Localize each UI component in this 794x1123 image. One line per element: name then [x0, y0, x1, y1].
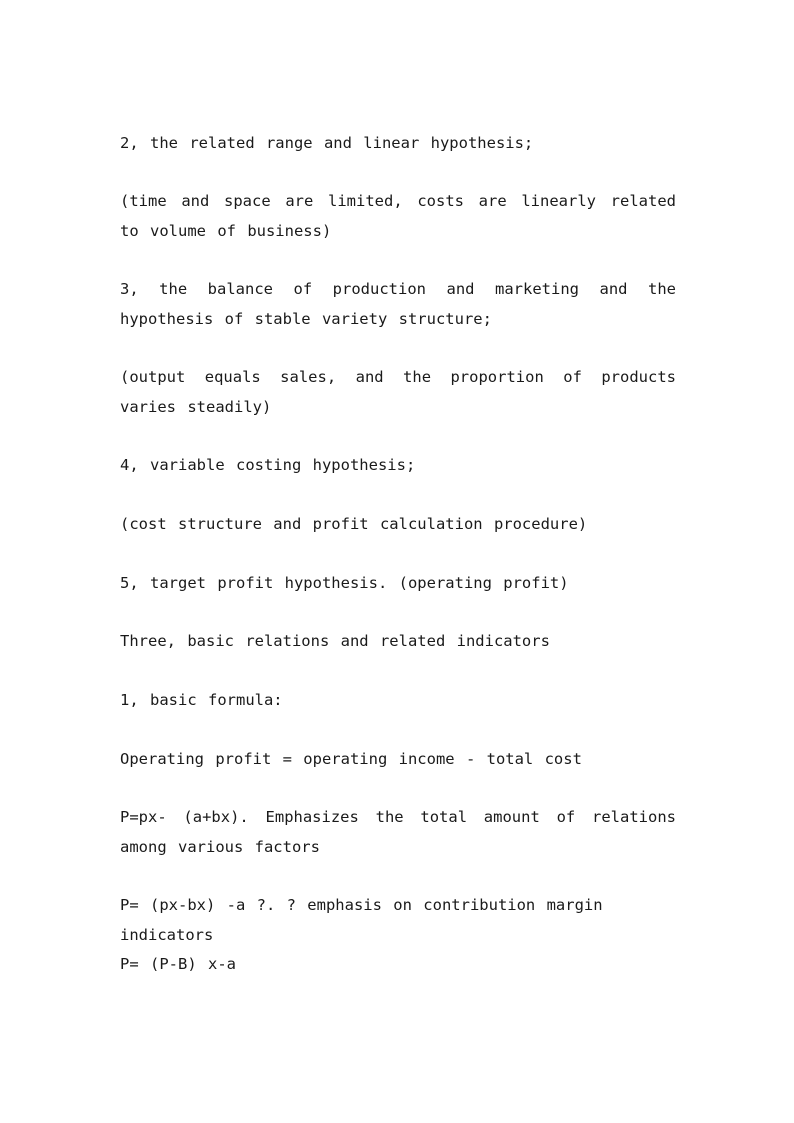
section-heading: Three, basic relations and related indicators — [120, 632, 550, 650]
paragraph-hypothesis-2-note: (time and space are limited, costs are linearly related to volume of business) — [120, 192, 676, 240]
paragraph-hypothesis-2: 2, the related range and linear hypothesis; — [120, 134, 534, 152]
paragraph-hypothesis-3-note: (output equals sales, and the proportion of products varies steadily) — [120, 368, 676, 416]
paragraph-hypothesis-5: 5, target profit hypothesis. (operating profit) — [120, 574, 569, 592]
paragraph-basic-formula: 1, basic formula: — [120, 691, 283, 709]
paragraph-operating-profit: Operating profit = operating income - total cost — [120, 750, 582, 768]
paragraph-formula-unit: P= (P-B) x-a — [120, 955, 236, 973]
paragraph-hypothesis-3: 3, the balance of production and marketing and the hypothesis of stable variety structure; — [120, 280, 676, 328]
paragraph-formula-contribution: P= (px-bx) -a ?. ? emphasis on contribution margin indicators — [120, 896, 603, 944]
paragraph-hypothesis-4: 4, variable costing hypothesis; — [120, 456, 416, 474]
paragraph-formula-total: P=px- (a+bx). Emphasizes the total amount of relations among various factors — [120, 808, 676, 856]
paragraph-hypothesis-4-note: (cost structure and profit calculation procedure) — [120, 515, 588, 533]
